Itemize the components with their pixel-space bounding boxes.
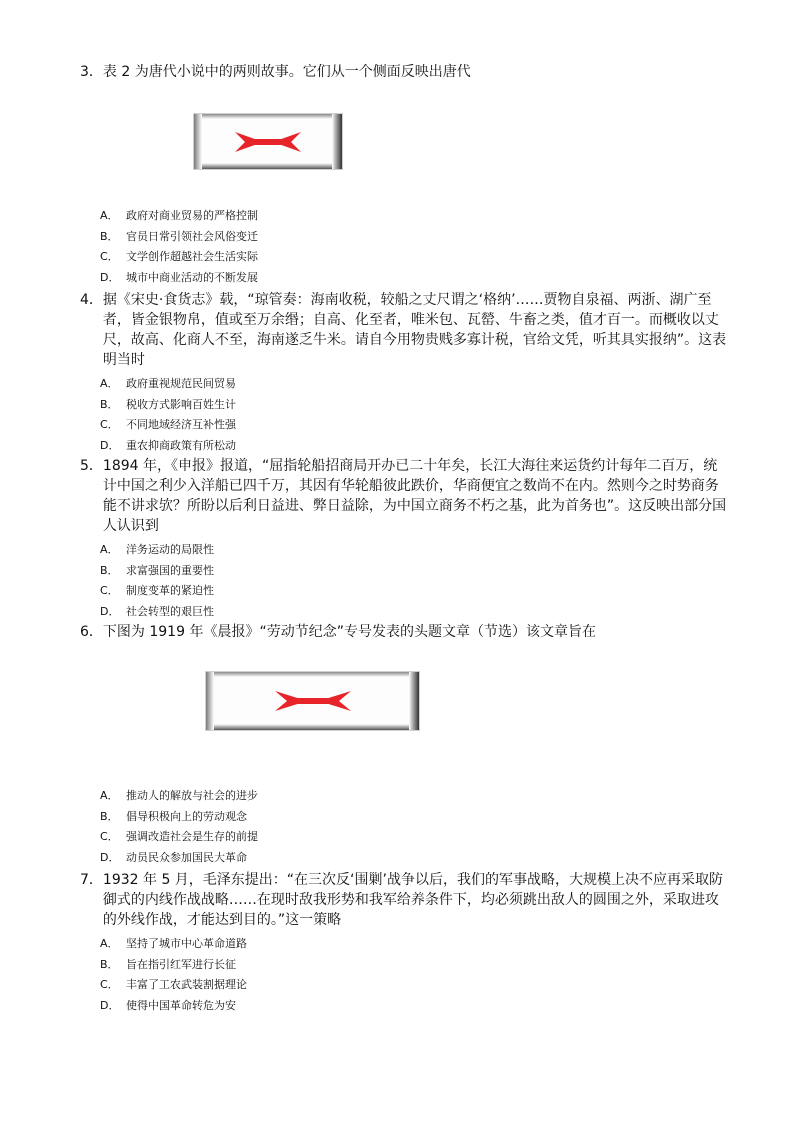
- option-text: 倡导积极向上的劳动观念: [126, 809, 247, 823]
- broken-image-icon: [233, 130, 303, 154]
- option-text: 推动人的解放与社会的进步: [126, 789, 258, 802]
- option-b[interactable]: [80, 807, 730, 828]
- option-a[interactable]: [80, 206, 730, 227]
- question-6-options: [80, 786, 730, 868]
- option-text: 制度变革的紧迫性: [126, 584, 214, 597]
- option-label: A．: [100, 543, 119, 556]
- question-number: 5．: [80, 458, 103, 474]
- option-label: D．: [100, 850, 120, 864]
- broken-image-placeholder: [193, 113, 343, 170]
- option-a[interactable]: [80, 374, 730, 395]
- question-number: 4．: [80, 292, 103, 308]
- option-text: 重农抑商政策有所松动: [126, 438, 236, 452]
- option-label: D．: [100, 604, 120, 618]
- option-c[interactable]: [80, 415, 730, 436]
- option-text: 洋务运动的局限性: [126, 543, 214, 556]
- option-text: 官员日常引领社会风俗变迁: [126, 229, 258, 243]
- question-6-stem: [80, 622, 730, 642]
- option-a[interactable]: [80, 540, 730, 561]
- question-number: 3．: [80, 64, 103, 80]
- option-text: 旨在指引红军进行长征: [126, 957, 236, 971]
- option-label: B．: [100, 809, 119, 823]
- option-text: 坚持了城市中心革命道路: [126, 937, 247, 950]
- option-label: D．: [100, 998, 120, 1012]
- option-text: 动员民众参加国民大革命: [126, 850, 247, 864]
- option-d[interactable]: [80, 848, 730, 869]
- option-d[interactable]: [80, 996, 730, 1017]
- question-5-stem: [80, 456, 730, 536]
- question-number: 6．: [80, 624, 103, 640]
- question-4: [80, 290, 730, 456]
- option-text: 社会转型的艰巨性: [126, 604, 214, 618]
- option-c[interactable]: [80, 581, 730, 602]
- option-label: C．: [100, 418, 119, 431]
- option-c[interactable]: [80, 247, 730, 268]
- option-label: D．: [100, 270, 120, 284]
- question-text: 1932 年 5 月，毛泽东提出：“在三次反‘围剿’战争以后，我们的军事战略，大规模上决不应再采取防御式的内线作战战略……在现时敌我形势和我军给养条件下，均必须跳出敌人的圆围之外，采取进攻的外线作战，才能达到目的。”这一策略: [102, 872, 723, 928]
- option-label: C．: [100, 584, 119, 597]
- option-label: B．: [100, 563, 119, 577]
- question-4-stem: [80, 290, 730, 370]
- option-b[interactable]: [80, 561, 730, 582]
- option-text: 文学创作超越社会生活实际: [126, 250, 258, 263]
- option-label: A．: [100, 937, 119, 950]
- option-label: B．: [100, 397, 119, 411]
- option-label: D．: [100, 438, 120, 452]
- option-label: C．: [100, 830, 119, 843]
- question-6: [80, 622, 730, 642]
- option-text: 城市中商业活动的不断发展: [126, 270, 258, 284]
- option-label: B．: [100, 957, 119, 971]
- question-7: [80, 870, 730, 1016]
- option-a[interactable]: [80, 934, 730, 955]
- question-text: 1894 年，《申报》报道，“屈指轮船招商局开办已二十年矣，长江大海往来运货约计每年二百万，统计中国之利少入洋船已四千万，其因有华轮船彼此跌价，华商便宜之数尚不在内。然则今之时势商务能不讲求欤？所盼以后利日益进、弊日益除，为中国立商务不朽之基，此为首务也”。这反映出部分国人认识到: [102, 458, 727, 534]
- option-b[interactable]: [80, 955, 730, 976]
- question-7-stem: [80, 870, 730, 930]
- option-a[interactable]: [80, 786, 730, 807]
- option-text: 税收方式影响百姓生计: [126, 397, 236, 411]
- option-label: B．: [100, 229, 119, 243]
- option-text: 丰富了工农武装割据理论: [126, 978, 247, 991]
- option-text: 不同地域经济互补性强: [126, 418, 236, 431]
- option-label: C．: [100, 978, 119, 991]
- option-text: 强调改造社会是生存的前提: [126, 830, 258, 843]
- question-7-options: [80, 934, 730, 1016]
- question-3: [80, 62, 730, 82]
- option-d[interactable]: [80, 436, 730, 457]
- broken-image-icon: [273, 689, 353, 713]
- option-label: A．: [100, 209, 119, 222]
- option-c[interactable]: [80, 975, 730, 996]
- broken-image-placeholder: [205, 671, 420, 731]
- option-label: C．: [100, 250, 119, 263]
- question-number: 7．: [80, 872, 103, 888]
- option-b[interactable]: [80, 395, 730, 416]
- option-label: A．: [100, 377, 119, 390]
- option-text: 政府重视规范民间贸易: [126, 377, 236, 390]
- question-text: 表 2 为唐代小说中的两则故事。它们从一个侧面反映出唐代: [102, 64, 471, 80]
- question-5-options: [80, 540, 730, 622]
- question-3-options: [80, 206, 730, 288]
- option-c[interactable]: [80, 827, 730, 848]
- option-text: 使得中国革命转危为安: [126, 998, 236, 1012]
- option-d[interactable]: [80, 268, 730, 289]
- option-b[interactable]: [80, 227, 730, 248]
- option-d[interactable]: [80, 602, 730, 623]
- option-text: 政府对商业贸易的严格控制: [126, 209, 258, 222]
- question-5: [80, 456, 730, 622]
- option-text: 求富强国的重要性: [126, 563, 214, 577]
- question-text: 下图为 1919 年《晨报》“劳动节纪念”专号发表的头题文章（节选）该文章旨在: [102, 624, 596, 640]
- option-label: A．: [100, 789, 119, 802]
- question-3-stem: [80, 62, 730, 82]
- question-text: 据《宋史·食货志》载，“琼管奏：海南收税，较船之丈尺谓之‘格纳’……贾物自泉福、两浙、湖广至者，皆金银物帛，值或至万余缗；自高、化至者，唯米包、瓦罃、牛畜之类，值才百一。而概收以丈尺，故高、化商人不至，海南遂乏牛米。请自今用物贵贱多寡计税，官给文凭，听其具实报纳”。这表明当时: [102, 292, 727, 368]
- question-4-options: [80, 374, 730, 456]
